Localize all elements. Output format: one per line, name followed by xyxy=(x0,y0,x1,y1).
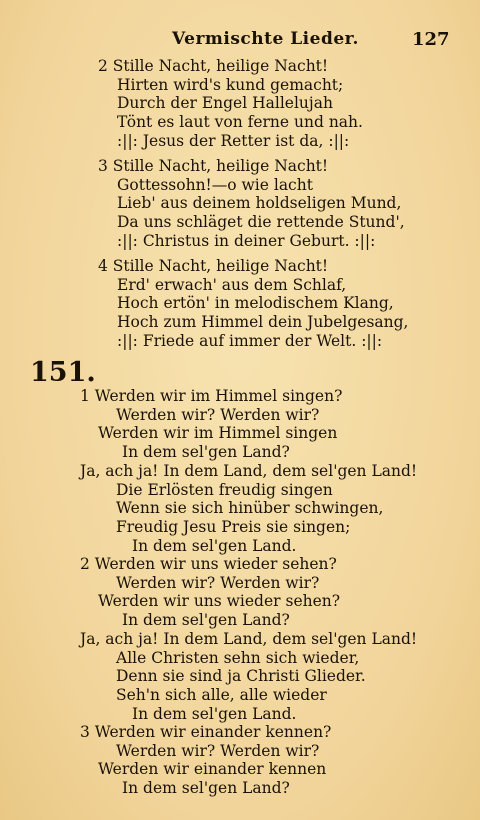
page-header xyxy=(0,29,480,55)
verse-line: Wenn sie sich hinüber schwingen, xyxy=(116,499,384,518)
verse-line: Da uns schläget die rettende Stund', xyxy=(117,213,405,232)
verse-line: Hoch zum Himmel dein Jubelgesang, xyxy=(117,313,409,332)
verse-line: Denn sie sind ja Christi Glieder. xyxy=(116,667,366,686)
verse-line: In dem sel'gen Land? xyxy=(122,611,290,630)
verse-line: Werden wir im Himmel singen xyxy=(98,424,338,443)
verse-line: Durch der Engel Hallelujah xyxy=(117,94,333,113)
verse-line: Werden wir einander kennen xyxy=(98,760,327,779)
verse-line: Ja, ach ja! In dem Land, dem sel'gen Land! xyxy=(80,461,418,480)
verse-line: 2 Stille Nacht, heilige Nacht! xyxy=(98,57,329,75)
verse-line: 3 Werden wir einander kennen? xyxy=(80,723,332,741)
verse-line: 1 Werden wir im Himmel singen? xyxy=(80,387,343,405)
hymn-number: 151. xyxy=(30,357,96,388)
verse-line: :||: Christus in deiner Geburt. :||: xyxy=(117,231,376,250)
verse-line: Lieb' aus deinem holdseligen Mund, xyxy=(117,194,402,213)
verse-line: Werden wir? Werden wir? xyxy=(116,741,320,760)
verse-line: :||: Jesus der Retter ist da, :||: xyxy=(117,131,350,150)
verse-line: 2 Werden wir uns wieder sehen? xyxy=(80,555,337,573)
verse-line: Die Erlösten freudig singen xyxy=(116,480,333,499)
verse-line: Erd' erwach' aus dem Schlaf, xyxy=(117,275,347,294)
verse-line: :||: Friede auf immer der Welt. :||: xyxy=(117,331,383,350)
verse-line: Freudig Jesu Preis sie singen; xyxy=(116,517,351,536)
verse-line: Tönt es laut von ferne und nah. xyxy=(117,113,363,132)
verse-line: Alle Christen sehn sich wieder, xyxy=(116,648,360,667)
verse-line: Werden wir? Werden wir? xyxy=(116,573,320,592)
verse-line: Gottessohn!—o wie lacht xyxy=(117,175,313,194)
running-title: Vermischte Lieder. xyxy=(172,29,359,49)
verse-line: In dem sel'gen Land. xyxy=(132,536,297,555)
verse-line: Ja, ach ja! In dem Land, dem sel'gen Land! xyxy=(80,629,418,648)
verse-line: Werden wir uns wieder sehen? xyxy=(98,592,341,611)
verse-line: Hoch ertön' in melodischem Klang, xyxy=(117,294,394,313)
verse-line: In dem sel'gen Land? xyxy=(122,443,290,462)
page-number: 127 xyxy=(412,29,450,50)
verse-line: Seh'n sich alle, alle wieder xyxy=(116,685,327,704)
verse-line: Werden wir? Werden wir? xyxy=(116,405,320,424)
verse-line: Hirten wird's kund gemacht; xyxy=(117,75,344,94)
verse-line: 4 Stille Nacht, heilige Nacht! xyxy=(98,257,329,275)
verse-line: 3 Stille Nacht, heilige Nacht! xyxy=(98,157,329,175)
verse-line: In dem sel'gen Land. xyxy=(132,704,297,723)
verse-line: In dem sel'gen Land? xyxy=(122,779,290,798)
